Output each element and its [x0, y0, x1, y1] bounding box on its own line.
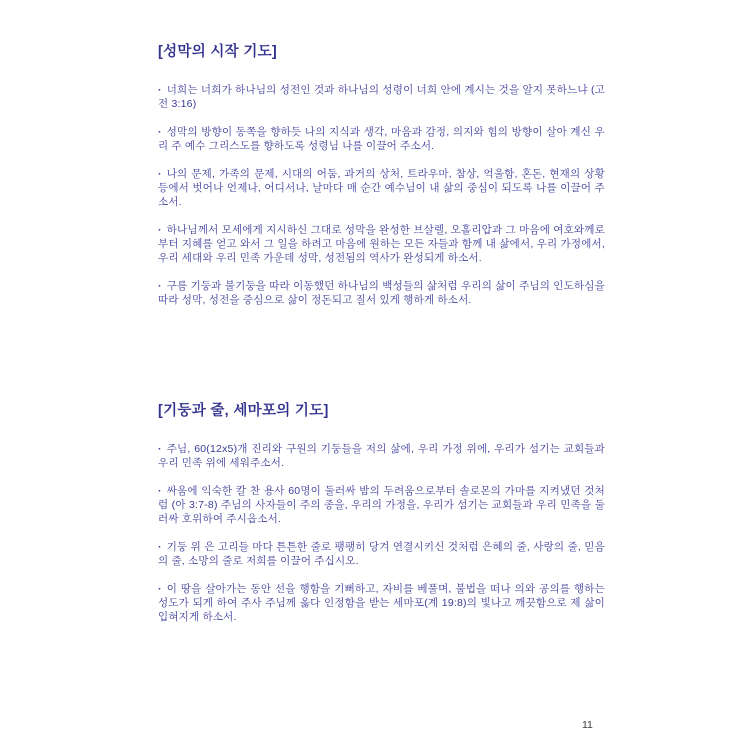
- bullet-dot-icon: ·: [158, 583, 162, 595]
- prayer-bullet-item: [158, 279, 605, 307]
- section-title: [성막의 시작 기도]: [158, 44, 278, 60]
- bullet-list: [158, 83, 605, 307]
- section-title: [기둥과 줄, 세마포의 기도]: [158, 403, 329, 419]
- prayer-bullet-item: [158, 167, 605, 209]
- bullet-dot-icon: ·: [158, 84, 162, 96]
- page-number: 11: [582, 719, 593, 731]
- bullet-text: 싸움에 익숙한 칼 찬 용사 60명이 둘러싸 밤의 두려움으로부터 솔로몬의 가마를 지켜냈던 것처럼 (아 3:7-8) 주님의 사자들이 주의 종을, 우리의 가정을, 우리가 섬기는 교회들과 우리 민족을 둘러싸 호위하여 주시옵소서.: [158, 485, 605, 525]
- bullet-dot-icon: ·: [158, 485, 162, 497]
- prayer-bullet-item: [158, 540, 605, 568]
- bullet-text: 기둥 위 은 고리들 마다 튼튼한 줄로 팽팽히 당겨 연결시키신 것처럼 은혜의 줄, 사랑의 줄, 믿음의 줄, 소망의 줄로 저희를 이끌어 주십시오.: [158, 541, 605, 567]
- page-content: [158, 44, 605, 624]
- bullet-text: 하나님께서 모세에게 지시하신 그대로 성막을 완성한 브살렐, 오홀리압과 그 마음에 여호와께로부터 지혜를 얻고 와서 그 일을 하려고 마음에 원하는 모든 자들과 함께 내 삶에서, 우리 가정에서, 우리 세대와 우리 민족 가운데 성막, 성전됨의 역사가 완성되게 하소서.: [158, 224, 605, 264]
- bullet-text: 구름 기둥과 불기둥을 따라 이동했던 하나님의 백성들의 삶처럼 우리의 삶이 주님의 인도하심을 따라 성막, 성전을 중심으로 삶이 정돈되고 질서 있게 행하게 하소서.: [158, 280, 605, 306]
- bullet-text: 성막의 방향이 동쪽을 향하듯 나의 지식과 생각, 마음과 감정, 의지와 힘의 방향이 살아 계신 우리 주 예수 그리스도를 향하도록 성령님 나를 이끌어 주소서.: [158, 126, 605, 152]
- prayer-bullet-item: [158, 223, 605, 265]
- bullet-dot-icon: ·: [158, 224, 162, 236]
- prayer-bullet-item: [158, 83, 605, 111]
- prayer-section: [158, 44, 605, 307]
- bullet-dot-icon: ·: [158, 126, 162, 138]
- bullet-text: 주님, 60(12x5)개 진리와 구원의 기둥들을 저의 삶에, 우리 가정 위에, 우리가 섬기는 교회들과 우리 민족 위에 세워주소서.: [158, 443, 605, 469]
- bullet-text: 나의 문제, 가족의 문제, 시대의 어둠, 과거의 상처, 트라우마, 참상, 억울함, 혼돈, 현재의 상황 등에서 벗어나 언제나, 어디서나, 날마다 매 순간 예수님이 내 삶의 중심이 되도록 나를 이끌어 주소서.: [158, 168, 605, 208]
- prayer-section: [158, 403, 605, 624]
- bullet-dot-icon: ·: [158, 541, 162, 553]
- bullet-dot-icon: ·: [158, 443, 162, 455]
- bullet-list: [158, 442, 605, 624]
- bullet-dot-icon: ·: [158, 280, 162, 292]
- bullet-text: 이 땅을 살아가는 동안 선을 행함을 기뻐하고, 자비를 베풀며, 불법을 떠나 의와 공의를 행하는 성도가 되게 하여 주사 주님께 옳다 인정함을 받는 세마포(계 19:8)의 빛나고 깨끗함으로 제 삶이 입혀지게 하소서.: [158, 583, 605, 623]
- prayer-bullet-item: [158, 484, 605, 526]
- bullet-text: 너희는 너희가 하나님의 성전인 것과 하나님의 성령이 너희 안에 계시는 것을 알지 못하느냐 (고전 3:16): [158, 84, 605, 110]
- prayer-bullet-item: [158, 582, 605, 624]
- bullet-dot-icon: ·: [158, 168, 162, 180]
- prayer-bullet-item: [158, 125, 605, 153]
- prayer-bullet-item: [158, 442, 605, 470]
